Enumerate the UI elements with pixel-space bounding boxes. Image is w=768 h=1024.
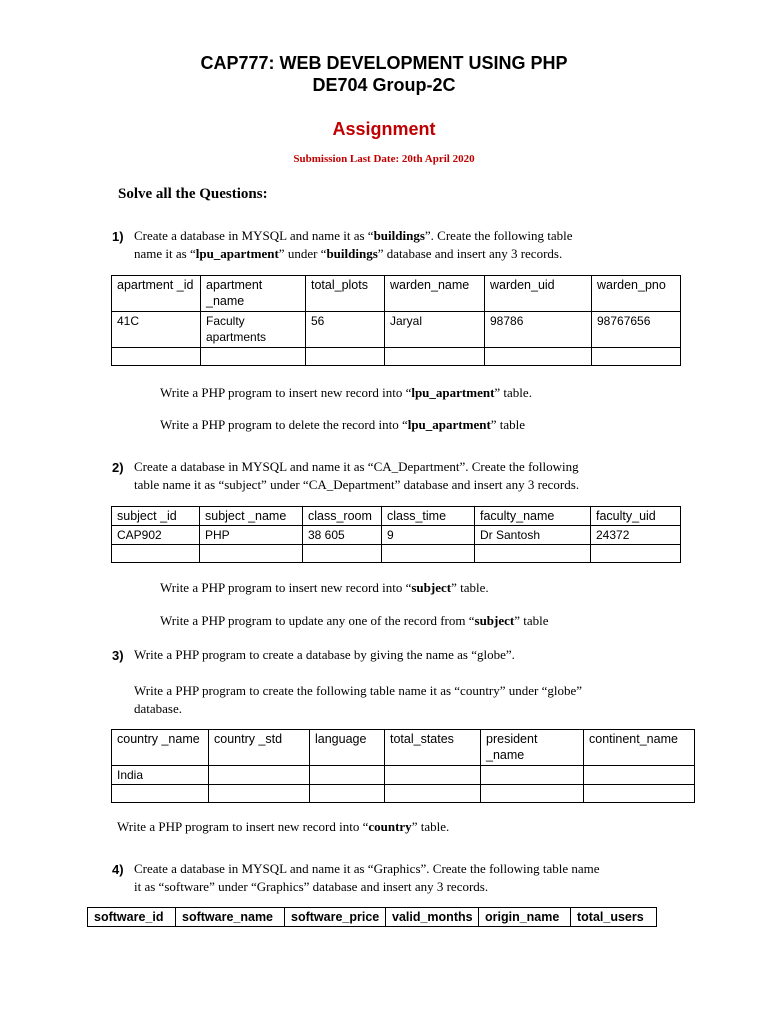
- country-table: [111, 729, 695, 803]
- table-header-cell: faculty_name: [475, 507, 591, 526]
- assignment-heading: Assignment: [332, 119, 436, 139]
- question-3-task: Write a PHP program to insert new record into “country” table.: [117, 819, 450, 834]
- table-cell: CAP902: [112, 526, 200, 545]
- table-header-cell: subject _id: [112, 507, 200, 526]
- question-2-line-1: Create a database in MYSQL and name it as “CA_Department”. Create the following: [134, 459, 579, 474]
- table-header-cell: apartment _id: [112, 276, 201, 312]
- lpu-apartment-table: [111, 275, 681, 366]
- table-cell: Jaryal: [385, 312, 485, 348]
- software-table: [87, 907, 657, 927]
- question-1-line-1: Create a database in MYSQL and name it as “buildings”. Create the following table: [134, 228, 573, 243]
- table-header-cell: warden_name: [385, 276, 485, 312]
- question-3-line-2: Write a PHP program to create the following table name it as “country” under “globe”: [134, 683, 583, 698]
- table-cell: India: [112, 766, 209, 785]
- table-header-cell: warden_pno: [592, 276, 681, 312]
- table-header-cell: continent_name: [584, 730, 695, 766]
- question-4-number: 4): [112, 862, 124, 877]
- table-header-cell: total_states: [385, 730, 481, 766]
- table-header-cell: language: [310, 730, 385, 766]
- table-header-cell: software_name: [176, 908, 285, 927]
- question-2-task-2: Write a PHP program to update any one of the record from “subject” table: [160, 613, 549, 628]
- table-header-cell: class_time: [382, 507, 475, 526]
- question-3-line-1: Write a PHP program to create a database by giving the name as “globe”.: [134, 647, 515, 662]
- table-header-cell: software_price: [285, 908, 386, 927]
- table-header-cell: total_plots: [306, 276, 385, 312]
- table-header-cell: software_id: [88, 908, 176, 927]
- question-4-line-2: it as “software” under “Graphics” database and insert any 3 records.: [134, 879, 489, 894]
- table-cell: Faculty apartments: [201, 312, 306, 348]
- table-cell: 98786: [485, 312, 592, 348]
- question-1-task-2: Write a PHP program to delete the record into “lpu_apartment” table: [160, 417, 526, 432]
- course-title: CAP777: WEB DEVELOPMENT USING PHP: [200, 53, 568, 73]
- empty-row: [112, 785, 695, 803]
- table-cell: 9: [382, 526, 475, 545]
- table-cell: PHP: [200, 526, 303, 545]
- question-1-line-2: name it as “lpu_apartment” under “buildings” database and insert any 3 records.: [134, 246, 563, 261]
- table-header-cell: apartment _name: [201, 276, 306, 312]
- table-header-cell: subject _name: [200, 507, 303, 526]
- table-cell: 56: [306, 312, 385, 348]
- question-4-line-1: Create a database in MYSQL and name it as “Graphics”. Create the following table name: [134, 861, 600, 876]
- question-2-number: 2): [112, 460, 124, 475]
- question-3-number: 3): [112, 648, 124, 663]
- table-header-cell: country _std: [209, 730, 310, 766]
- table-header-cell: president _name: [481, 730, 584, 766]
- subject-table: [111, 506, 681, 563]
- table-header-cell: total_users: [571, 908, 657, 927]
- submission-date: Submission Last Date: 20th April 2020: [293, 153, 475, 165]
- table-header-cell: valid_months: [386, 908, 479, 927]
- table-cell: 38 605: [303, 526, 382, 545]
- table-header-cell: country _name: [112, 730, 209, 766]
- table-header-cell: faculty_uid: [591, 507, 681, 526]
- empty-row: [112, 348, 681, 366]
- table-cell: 24372: [591, 526, 681, 545]
- question-1-number: 1): [112, 229, 124, 244]
- table-cell: Dr Santosh: [475, 526, 591, 545]
- instructions: Solve all the Questions:: [118, 186, 268, 202]
- question-2-task-1: Write a PHP program to insert new record into “subject” table.: [160, 580, 489, 595]
- empty-row: [112, 545, 681, 563]
- table-cell: 98767656: [592, 312, 681, 348]
- table-header-cell: origin_name: [479, 908, 571, 927]
- question-3-line-3: database.: [134, 701, 183, 716]
- table-header-cell: class_room: [303, 507, 382, 526]
- table-cell: 41C: [112, 312, 201, 348]
- question-1-task-1: Write a PHP program to insert new record into “lpu_apartment” table.: [160, 385, 532, 400]
- question-2-line-2: table name it as “subject” under “CA_Department” database and insert any 3 records.: [134, 477, 580, 492]
- group-title: DE704 Group-2C: [312, 75, 456, 95]
- table-header-cell: warden_uid: [485, 276, 592, 312]
